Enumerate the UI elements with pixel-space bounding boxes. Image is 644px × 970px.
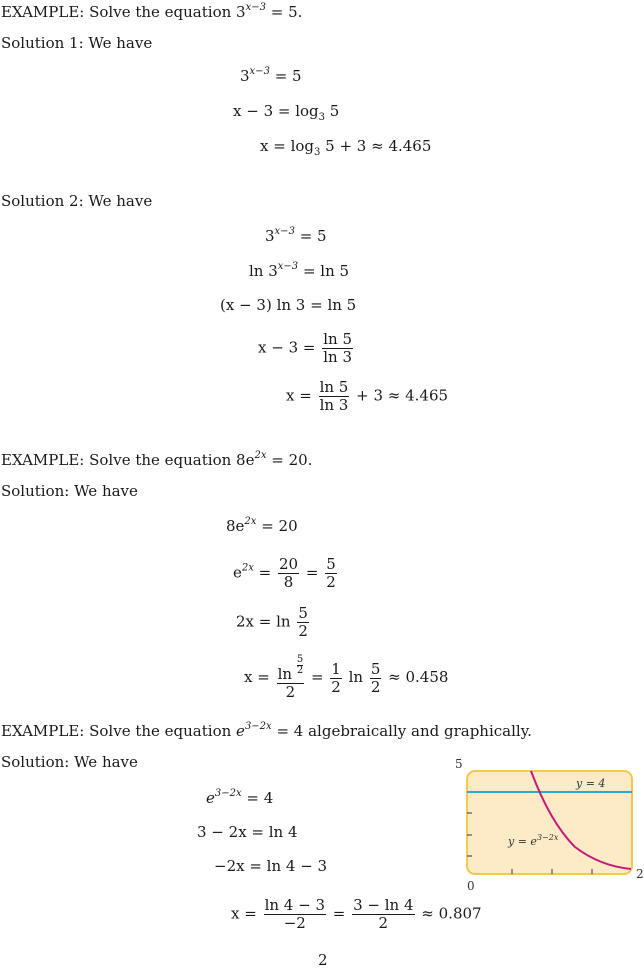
rhs: = 5 <box>294 227 327 245</box>
numerator: 5 <box>296 654 304 665</box>
exponent: x−3 <box>249 66 270 77</box>
curve-label-base: y = e <box>508 835 537 848</box>
numerator: 5 <box>326 555 336 573</box>
fraction-5-2 <box>370 661 382 696</box>
base: 3 <box>240 67 250 85</box>
graph-figure <box>455 752 644 892</box>
plot-area <box>467 771 632 874</box>
lhs: 2x = ln <box>236 612 296 631</box>
x-max-label: 2 <box>636 867 644 881</box>
denominator: ln 3 <box>323 348 352 366</box>
base: e <box>206 789 215 807</box>
ex2-line-3 <box>236 605 311 640</box>
rhs: 5 + 3 ≈ 4.465 <box>320 137 432 155</box>
sol2-line-4 <box>258 331 355 366</box>
sol2-line-2 <box>249 262 349 280</box>
fraction-2 <box>352 897 414 932</box>
fraction-5-2 <box>325 556 337 591</box>
denominator: 2 <box>326 573 336 591</box>
ex3-line-1 <box>206 789 273 807</box>
rhs: = ln 5 <box>298 262 350 280</box>
solution-label-2: Solution: We have <box>1 482 138 500</box>
ex2-line-2 <box>233 556 339 591</box>
ex3-line-4 <box>231 897 482 932</box>
eq-rhs: = 4 algebraically and graphically. <box>271 722 532 740</box>
rhs: = 20 <box>256 517 298 535</box>
lhs: x = <box>286 386 317 405</box>
numerator: 1 <box>331 659 341 678</box>
lhs: ln 3 <box>249 262 278 280</box>
numerator: ln 4 − 3 <box>264 896 325 914</box>
x-min-label: 0 <box>467 879 475 892</box>
denominator: 2 <box>370 677 381 696</box>
exponent: x−3 <box>277 261 299 272</box>
numerator: ln 5 <box>319 378 349 396</box>
equals: = <box>306 668 329 686</box>
line-label-y4: y = 4 <box>576 777 606 790</box>
sol2-line-5 <box>286 379 448 414</box>
lhs: x − 3 = log <box>233 102 319 120</box>
rhs: + 3 ≈ 4.465 <box>351 386 449 405</box>
exponent: 2x <box>244 516 257 527</box>
example-1-statement <box>1 3 302 21</box>
lhs: 8e <box>226 517 245 535</box>
fraction-1-2 <box>330 661 342 696</box>
numerator: ln 5 <box>323 330 352 348</box>
denominator: ln 3 <box>319 396 349 414</box>
ex2-line-4 <box>244 655 448 701</box>
denominator: 8 <box>283 573 294 591</box>
rhs: 5 <box>325 102 340 120</box>
lhs: x = <box>244 668 275 686</box>
base: 3 <box>265 227 275 245</box>
equals: = <box>253 563 277 582</box>
numerator: 5 <box>370 659 381 678</box>
numerator: 3 − ln 4 <box>353 896 414 914</box>
example-3-statement <box>1 722 532 740</box>
eq-rhs: = 20. <box>266 451 313 469</box>
ex2-line-1 <box>226 517 298 535</box>
example-2-prompt: EXAMPLE: Solve the equation <box>1 451 237 469</box>
ln: ln <box>277 665 297 683</box>
denominator: 2 <box>285 683 296 701</box>
denominator: 2 <box>331 677 341 696</box>
numerator: 20 <box>279 555 299 573</box>
ln: ln <box>343 668 368 686</box>
page-number: 2 <box>318 951 328 969</box>
denominator: −2 <box>283 914 306 932</box>
equals: = <box>301 563 324 582</box>
eq-exponent: 3−2x <box>244 721 272 732</box>
fraction-ln52-over-2 <box>277 655 305 701</box>
solution-2-label: Solution 2: We have <box>1 192 153 210</box>
lhs: x = <box>231 904 262 923</box>
sol1-line-2 <box>233 102 340 123</box>
eq-exponent: x−3 <box>245 2 266 13</box>
rhs: = 4 <box>241 789 274 807</box>
sol2-line-3: (x − 3) ln 3 = ln 5 <box>220 296 357 314</box>
ex3-line-2: 3 − 2x = ln 4 <box>197 823 298 841</box>
eq-base: e <box>236 722 245 740</box>
graph-svg <box>455 752 644 892</box>
eq-lhs: 8e <box>236 451 255 469</box>
numerator <box>277 655 305 684</box>
denominator: 2 <box>378 914 389 932</box>
ex3-line-3: −2x = ln 4 − 3 <box>214 857 328 875</box>
eq-exponent: 2x <box>254 450 267 461</box>
equals: = <box>328 904 351 923</box>
lhs: e <box>233 563 242 582</box>
denominator: 2 <box>298 622 308 640</box>
example-3-prompt: EXAMPLE: Solve the equation <box>1 722 237 740</box>
rhs: = 5 <box>269 67 302 85</box>
log-base: 3 <box>318 112 326 123</box>
small-fraction <box>297 655 303 676</box>
sol2-line-1 <box>265 227 327 245</box>
exponent: 3−2x <box>214 788 242 799</box>
fraction <box>319 379 350 414</box>
example-1-prompt: EXAMPLE: Solve the equation <box>1 3 237 21</box>
sol1-line-3 <box>260 137 432 158</box>
rhs: ≈ 0.458 <box>383 668 449 686</box>
log-base: 3 <box>314 147 321 158</box>
solution-label-3: Solution: We have <box>1 753 138 771</box>
eq-base: 3 <box>236 3 246 21</box>
sol1-line-1 <box>240 67 302 85</box>
fraction-1 <box>264 897 326 932</box>
fraction <box>322 331 353 366</box>
curve-label-exponent: 3−2x <box>536 833 559 842</box>
eq-rhs: = 5. <box>265 3 303 21</box>
exponent: 2x <box>241 562 254 574</box>
denominator: 2 <box>296 665 304 676</box>
rhs: ≈ 0.807 <box>416 904 482 923</box>
lhs: x − 3 = <box>258 338 321 357</box>
numerator: 5 <box>298 604 308 622</box>
fraction-20-8 <box>278 556 299 591</box>
fraction-5-2 <box>297 605 309 640</box>
exponent: x−3 <box>274 226 295 237</box>
lhs: x = log <box>260 137 314 155</box>
y-max-label: 5 <box>455 757 463 771</box>
example-2-statement <box>1 451 312 469</box>
solution-1-label: Solution 1: We have <box>1 34 153 52</box>
